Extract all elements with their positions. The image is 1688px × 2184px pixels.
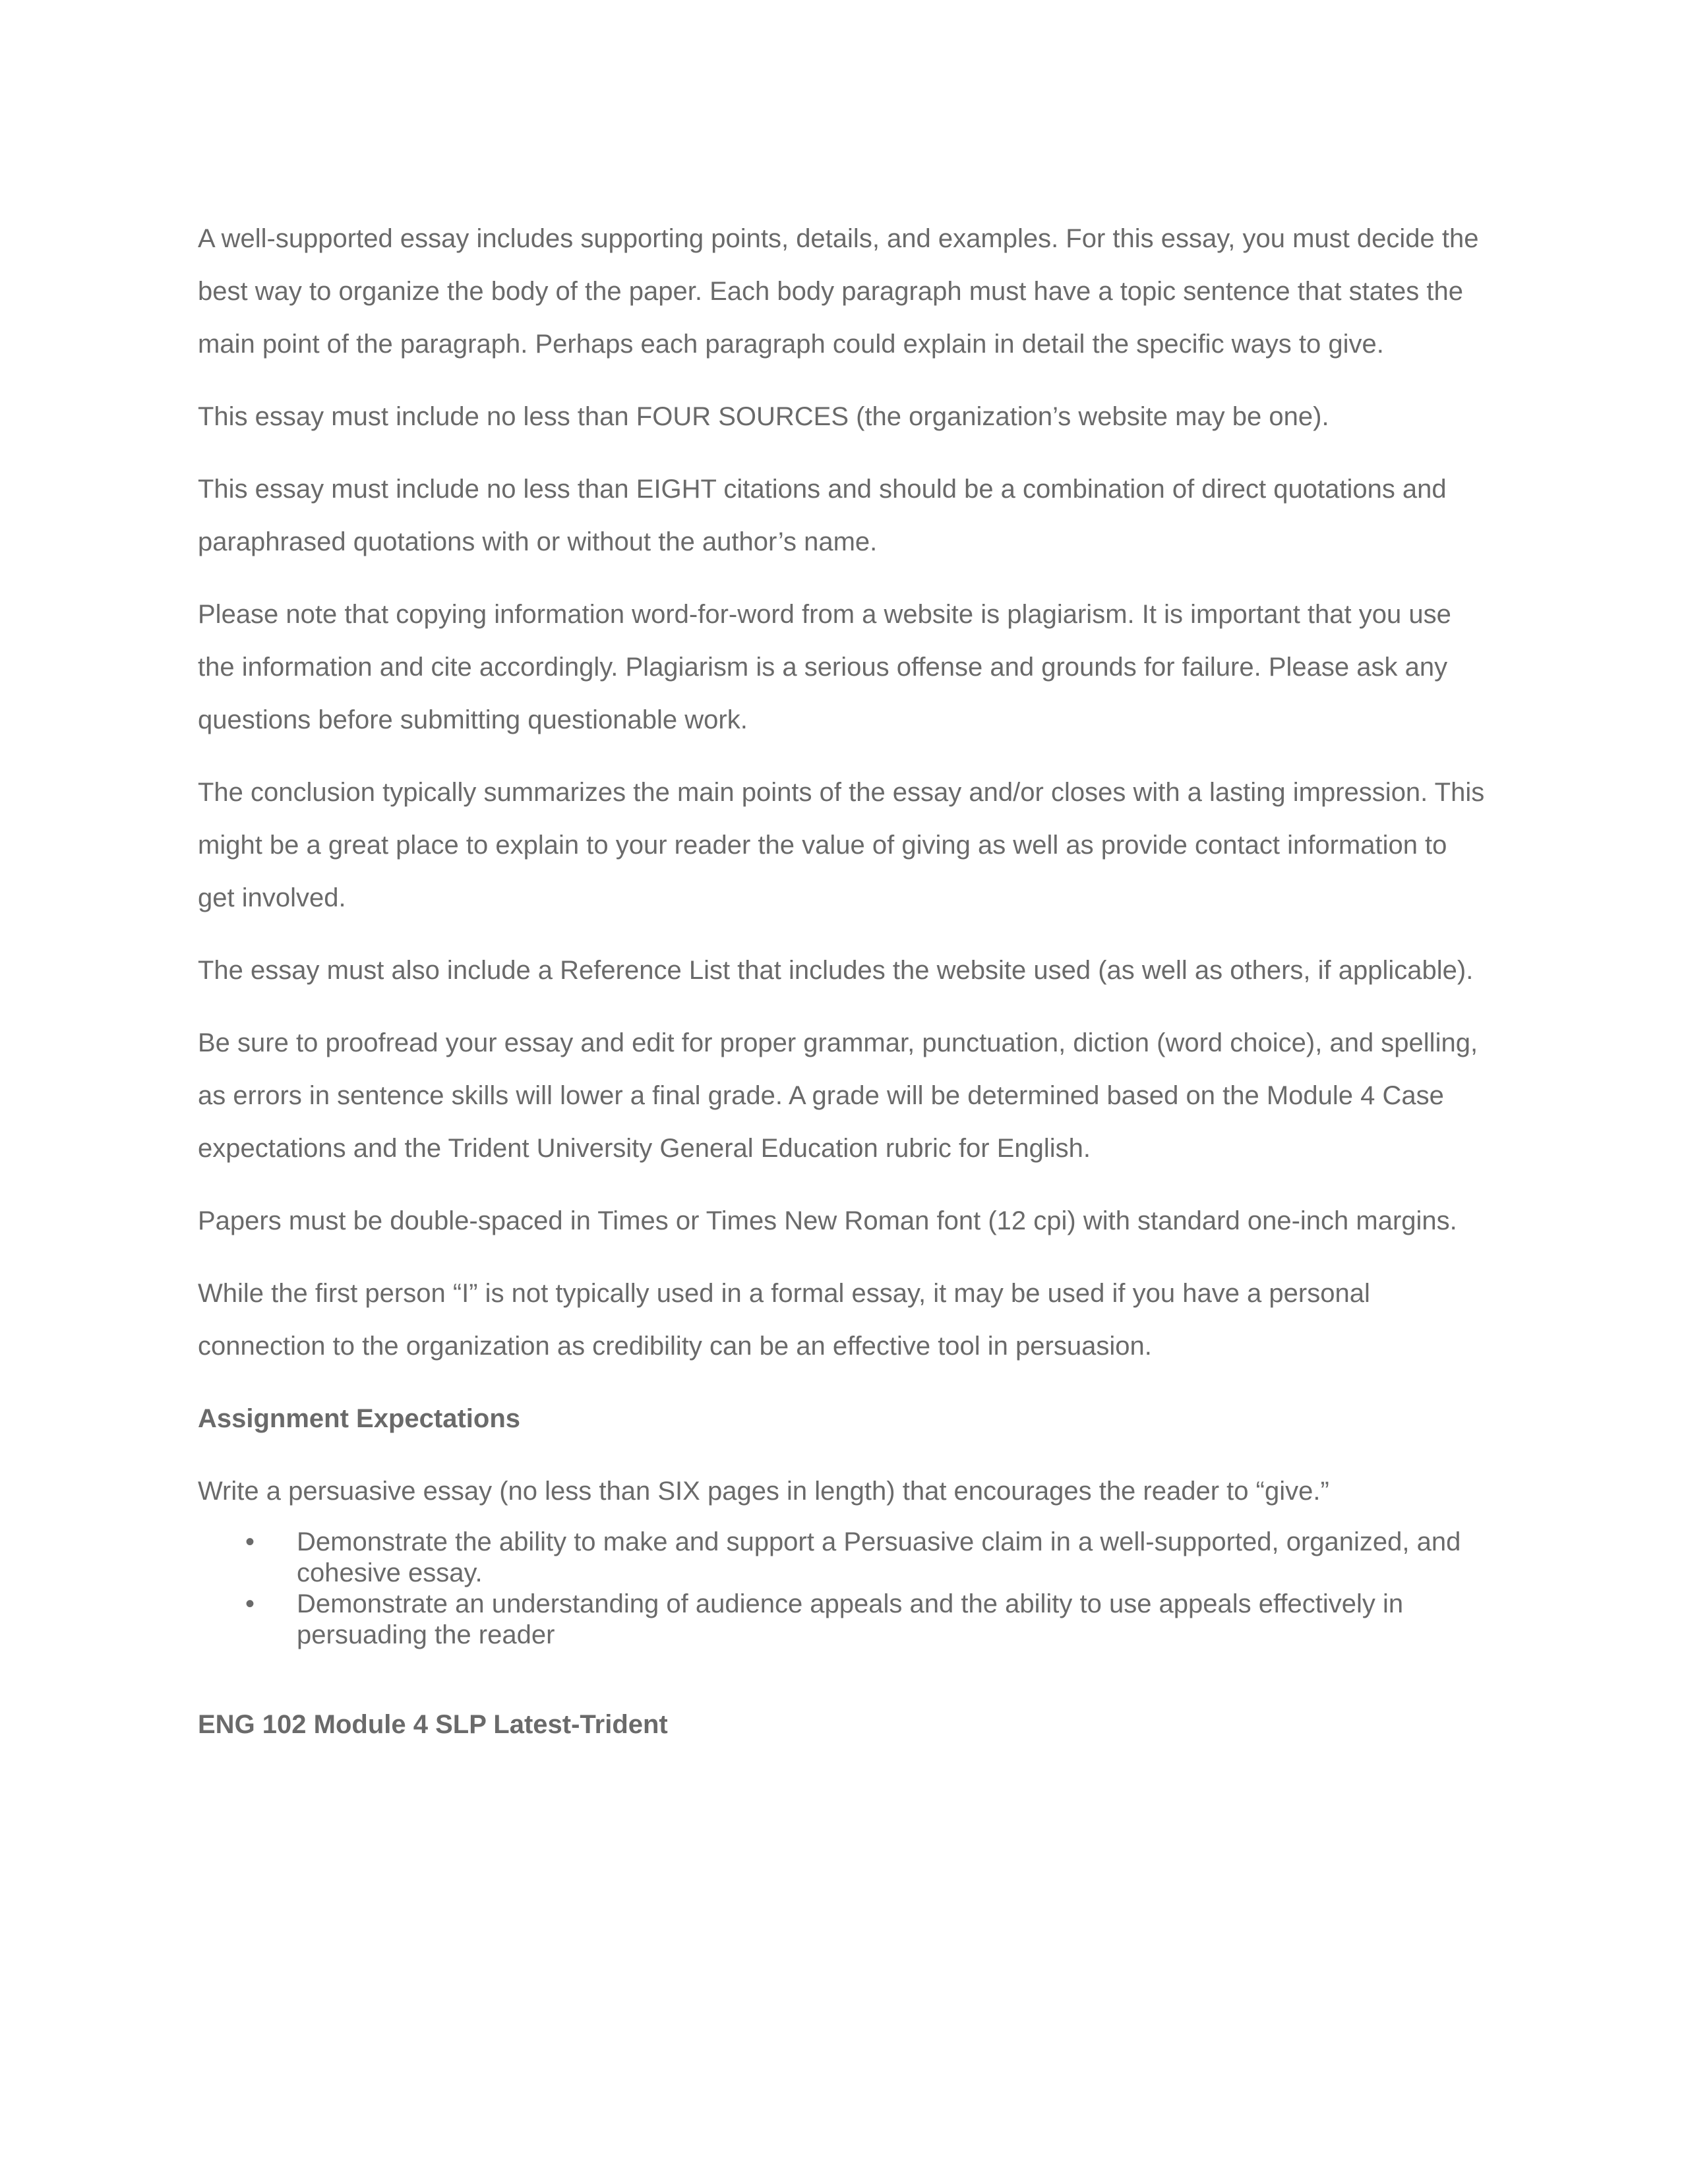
list-item	[198, 1527, 1490, 1589]
document-body	[198, 212, 1490, 1751]
paragraph-sources: This essay must include no less than FOUR SOURCES (the organization’s website may be one).	[198, 402, 1329, 431]
bullet-icon: •	[245, 1589, 255, 1618]
paragraph-formatting: Papers must be double-spaced in Times or Times New Roman font (12 cpi) with standard one-inch margins.	[198, 1206, 1457, 1235]
list-item-text: Demonstrate an understanding of audience appeals and the ability to use appeals effectively in persuading the reader	[297, 1589, 1404, 1649]
paragraph-first-person: While the first person “I” is not typically used in a formal essay, it may be used if you have a personal connection to the organization as credibility can be an effective tool in persuasion.	[198, 1279, 1370, 1361]
section-heading: Assignment Expectations	[198, 1404, 521, 1433]
expectations-list	[198, 1527, 1490, 1651]
paragraph-proofread: Be sure to proofread your essay and edit for proper grammar, punctuation, diction (word choice), and spelling, as errors in sentence skills will lower a final grade. A grade will be determined based on the Module 4 Case expectations and the Trident University General Education rubric for English.	[198, 1028, 1478, 1163]
list-item	[198, 1589, 1490, 1651]
bullet-icon: •	[245, 1527, 255, 1556]
list-item-text: Demonstrate the ability to make and support a Persuasive claim in a well-supported, organized, and cohesive essay.	[297, 1527, 1461, 1587]
paragraph-plagiarism: Please note that copying information word-for-word from a website is plagiarism. It is important that you use the information and cite accordingly. Plagiarism is a serious offense and grounds for failure. Please ask any questions before submitting questionable work.	[198, 600, 1451, 734]
document-footer-title: ENG 102 Module 4 SLP Latest-Trident	[198, 1710, 668, 1739]
paragraph-assignment-intro: Write a persuasive essay (no less than SIX pages in length) that encourages the reader to “give.”	[198, 1477, 1329, 1506]
paragraph-conclusion: The conclusion typically summarizes the main points of the essay and/or closes with a lasting impression. This might be a great place to explain to your reader the value of giving as well as provide contact information to get involved.	[198, 778, 1485, 912]
paragraph-citations: This essay must include no less than EIGHT citations and should be a combination of direct quotations and paraphrased quotations with or without the author’s name.	[198, 475, 1447, 556]
paragraph-essay-support: A well-supported essay includes supporting points, details, and examples. For this essay, you must decide the best way to organize the body of the paper. Each body paragraph must have a topic sentence that states the main point of the paragraph. Perhaps each paragraph could explain in detail the specific ways to give.	[198, 224, 1479, 359]
paragraph-reference-list: The essay must also include a Reference List that includes the website used (as well as others, if applicable).	[198, 956, 1474, 985]
